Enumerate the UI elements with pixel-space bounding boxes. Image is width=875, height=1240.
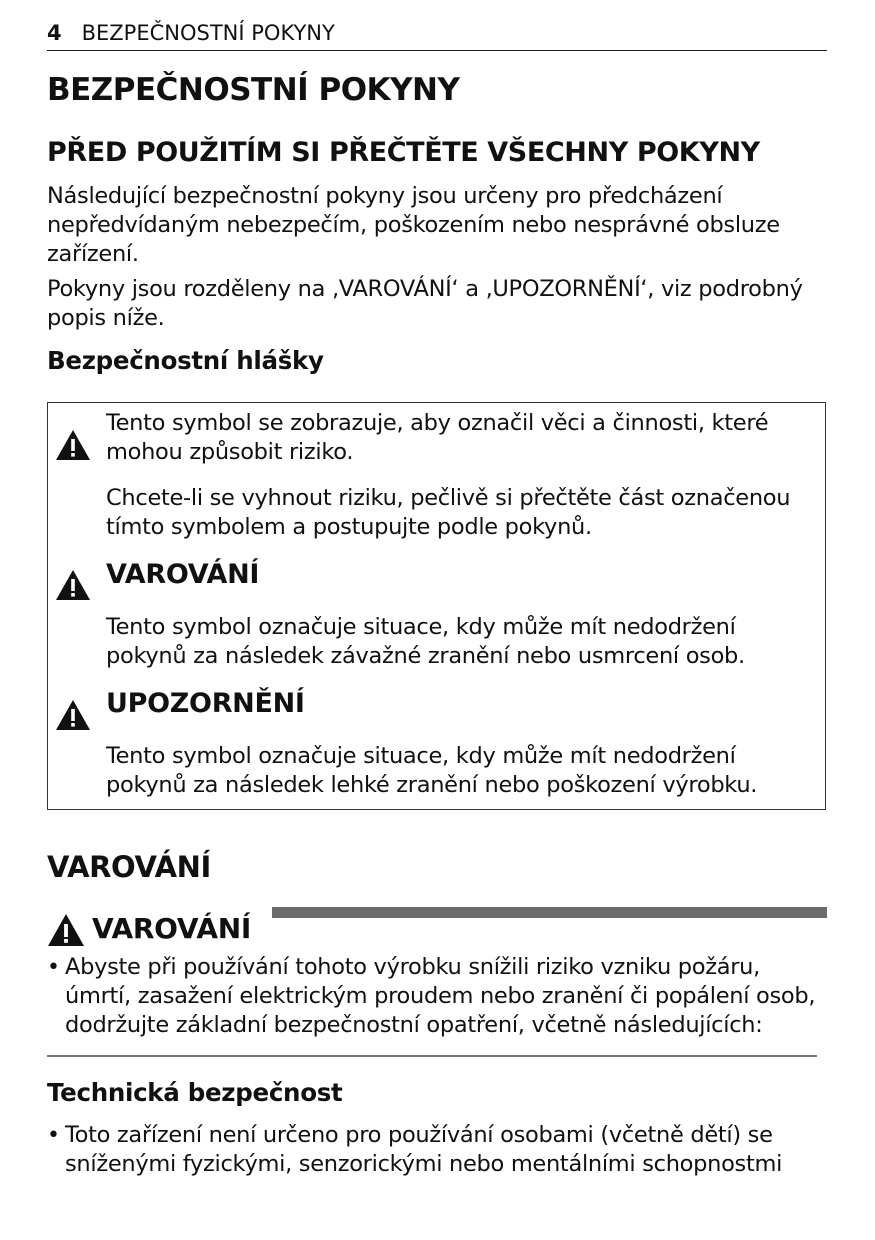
intro-paragraph-1: Následující bezpečnostní pokyny jsou určeny pro předcházení nepředvídaným nebezpečím, poškozením nebo nesprávné obsluze zařízení.: [47, 183, 780, 267]
running-title: BEZPEČNOSTNÍ POKYNY: [81, 21, 335, 45]
warning-triangle-icon: [55, 429, 91, 461]
technical-safety-bullet-text: Toto zařízení není určeno pro používání osobami (včetně dětí) se sníženými fyzickými, senzorickými nebo mentálními schopnostmi: [65, 1122, 783, 1177]
page-title: BEZPEČNOSTNÍ POKYNY: [47, 72, 460, 108]
caution-label: UPOZORNĚNÍ: [106, 688, 305, 719]
warning-bullet-text: Abyste při používání tohoto výrobku snížili riziko vzniku požáru, úmrtí, zasažení elektrickým proudem nebo zranění či popálení osob, dodržujte základní bezpečnostní opatření, včetně následujících:: [65, 954, 816, 1038]
warning-label: VAROVÁNÍ: [106, 559, 260, 590]
warning-header-label: VAROVÁNÍ: [92, 912, 251, 945]
warning-header-bar: [272, 907, 827, 918]
technical-safety-heading: Technická bezpečnost: [47, 1078, 343, 1107]
safety-messages-box: [47, 402, 826, 810]
warning-triangle-icon: [55, 569, 91, 601]
safety-messages-heading: Bezpečnostní hlášky: [47, 346, 324, 375]
intro-paragraph-2: Pokyny jsou rozděleny na ‚VAROVÁNÍ‘ a ‚UPOZORNĚNÍ‘, viz podrobný popis níže.: [47, 276, 803, 331]
page-number: 4: [47, 21, 62, 45]
symbol-description: Tento symbol se zobrazuje, aby označil věci a činnosti, které mohou způsobit riziko.: [106, 410, 769, 465]
warning-section-title: VAROVÁNÍ: [47, 850, 211, 884]
symbol-instruction: Chcete-li se vyhnout riziku, pečlivě si přečtěte část označenou tímto symbolem a postupujte podle pokynů.: [106, 485, 791, 540]
section-subtitle: PŘED POUŽITÍM SI PŘEČTĚTE VŠECHNY POKYNY: [47, 137, 760, 168]
bullet-icon: •: [47, 955, 60, 980]
bullet-icon: •: [47, 1123, 60, 1148]
divider: [47, 1055, 817, 1057]
caution-description: Tento symbol označuje situace, kdy může mít nedodržení pokynů za následek lehké zranění nebo poškození výrobku.: [106, 743, 758, 798]
warning-triangle-icon: [55, 699, 91, 731]
running-header: [47, 18, 827, 51]
warning-triangle-icon: [47, 913, 85, 947]
warning-description: Tento symbol označuje situace, kdy může mít nedodržení pokynů za následek závažné zranění nebo usmrcení osob.: [106, 614, 745, 669]
